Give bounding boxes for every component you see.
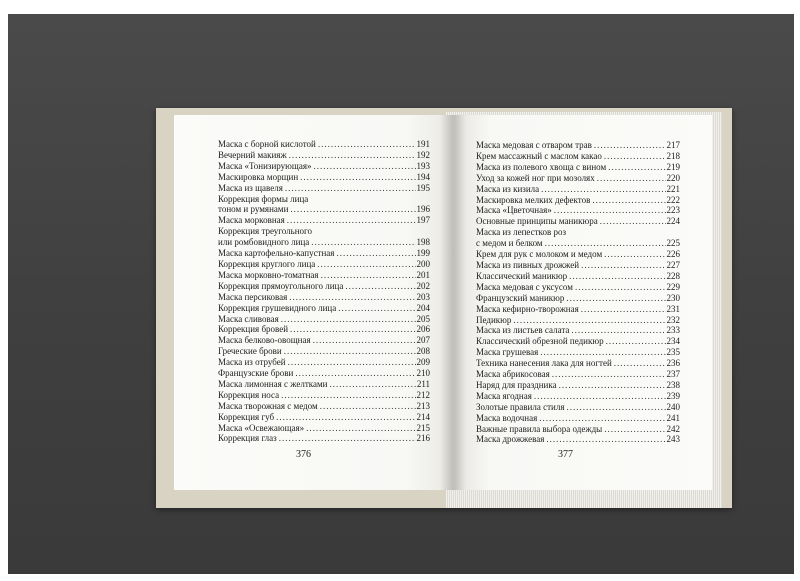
toc-entry-page: 235 [666,347,680,358]
toc-leader-dots [318,139,416,150]
toc-entry-page: 226 [666,249,680,260]
toc-leader-dots [284,346,416,357]
toc-entry-title: Маска морковно-томатная [218,269,319,280]
toc-entry-title: Техника нанесения лака для ногтей [476,358,612,369]
toc-entry-page: 207 [416,335,430,346]
toc-entry-title: Маска персиковая [218,291,288,302]
toc-leader-dots [290,204,415,215]
toc-entry-page: 213 [416,400,430,411]
toc-entry [476,238,680,249]
toc-entry-page: 195 [416,182,430,193]
toc-entry [476,184,680,195]
toc-entry-page: 208 [416,346,430,357]
toc-leader-dots [313,335,416,346]
toc-entry-title: Основные принципы маникюра [476,216,598,227]
toc-leader-dots [604,151,666,162]
page-number-left: 376 [296,449,311,460]
toc-entry-title: Маска дрожжевая [476,434,545,445]
toc-entry-page: 234 [666,336,680,347]
toc-entry [218,368,430,379]
toc-leader-dots [608,162,665,173]
toc-leader-dots [606,336,666,347]
toc-leader-dots [321,270,416,281]
toc-entry [218,194,430,205]
toc-entry-title: Маска кефирно-творожная [476,303,579,314]
toc-entry-page: 198 [416,237,430,248]
toc-leader-dots [592,195,665,206]
toc-leader-dots [597,173,666,184]
toc-entry-page: 220 [666,172,680,183]
toc-entry-title: Маска абрикосовая [476,369,550,380]
toc-entry [476,325,680,336]
toc-leader-dots [311,237,415,248]
book-gutter [440,115,466,490]
page-number-right: 377 [558,449,573,460]
toc-entry-title: Классический маникюр [476,270,568,281]
toc-entry-page: 214 [416,411,430,422]
toc-leader-dots [285,183,416,194]
toc-entry-title: Маска из кизила [476,183,540,194]
toc-entry [476,162,680,173]
toc-entry-title: Маска из щавеля [218,182,283,193]
toc-entry [476,369,680,380]
toc-leader-dots [289,150,416,161]
toc-entry [218,412,430,423]
toc-leader-dots [290,324,415,335]
toc-entry-title: Коррекция прямоугольного лица [218,280,344,291]
toc-leader-dots [571,325,665,336]
toc-entry-page: 215 [416,422,430,433]
toc-entry-title: с медом и белком [476,238,543,249]
toc-entry [476,282,680,293]
toc-entry [218,183,430,194]
toc-leader-dots [279,433,416,444]
toc-entry-page: 199 [416,248,430,259]
toc-entry-title: Наряд для праздника [476,379,557,390]
toc-entry-page: 221 [666,183,680,194]
toc-entry-page: 194 [416,171,430,182]
toc-entry [218,161,430,172]
toc-entry-title: Маска морковная [218,215,285,226]
table-of-contents-right [476,140,680,445]
toc-entry-title: Коррекция губ [218,411,275,422]
toc-entry [476,205,680,216]
toc-leader-dots [541,184,665,195]
toc-leader-dots [295,368,415,379]
toc-entry [218,401,430,412]
toc-entry [476,434,680,445]
toc-entry-title: Маска из пивных дрожжей [476,259,580,270]
toc-leader-dots [330,379,416,390]
toc-entry-title: Коррекция формы лица [218,193,309,204]
toc-entry [218,314,430,325]
toc-entry [218,303,430,314]
toc-entry-title: Маска картофельно-капустная [218,248,335,259]
toc-entry [218,150,430,161]
toc-entry-page: 223 [666,205,680,216]
toc-entry-title: Маскировка мелких дефектов [476,194,591,205]
toc-entry-page: 216 [416,433,430,444]
toc-entry-page: 222 [666,194,680,205]
toc-entry-page: 193 [416,160,430,171]
toc-entry [476,304,680,315]
toc-entry-page: 227 [666,259,680,270]
toc-entry [476,358,680,369]
toc-leader-dots [281,314,416,325]
toc-entry-title: Крем для рук с молоком и медом [476,249,603,260]
toc-leader-dots [513,315,665,326]
toc-entry-page: 206 [416,324,430,335]
toc-entry-page: 239 [666,390,680,401]
toc-entry-title: Коррекция носа [218,389,280,400]
toc-entry-title: Маска сливовая [218,313,279,324]
toc-entry [476,249,680,260]
toc-entry [218,248,430,259]
toc-entry-page: 217 [666,140,680,150]
toc-entry-title: Коррекция треугольного [218,226,312,237]
toc-entry-title: Маскировка морщин [218,171,299,182]
toc-entry [476,140,680,151]
toc-entry-title: Маска водочная [476,412,538,423]
toc-entry-page: 218 [666,150,680,161]
toc-leader-dots [594,140,666,151]
toc-leader-dots [320,401,416,412]
toc-entry-page: 233 [666,325,680,336]
toc-entry [218,172,430,183]
toc-entry-page: 236 [666,358,680,369]
toc-entry [476,413,680,424]
toc-entry-title: Маска с борной кислотой [218,139,316,149]
toc-entry-title: Маска из лепестков роз [476,227,567,238]
toc-entry-title: Маска из отрубей [218,357,286,368]
toc-entry-page: 242 [666,423,680,434]
toc-entry-page: 219 [666,161,680,172]
toc-entry [218,237,430,248]
toc-leader-dots [276,412,415,423]
toc-leader-dots [313,161,415,172]
toc-entry-page: 204 [416,302,430,313]
toc-entry-page: 238 [666,379,680,390]
toc-entry-page: 229 [666,281,680,292]
toc-entry-title: Важные правила выбора одежды [476,423,603,434]
toc-leader-dots [287,215,416,226]
toc-leader-dots [545,238,666,249]
toc-entry-title: Золотые правила стиля [476,401,565,412]
toc-entry-title: тоном и румянами [218,204,289,215]
toc-leader-dots [566,402,665,413]
toc-entry-title: или ромбовидного лица [218,237,310,248]
toc-entry-title: Маска «Цветочная» [476,205,552,216]
toc-entry [476,216,680,227]
toc-entry-page: 196 [416,204,430,215]
toc-entry [218,390,430,401]
toc-entry [218,139,430,150]
toc-entry-page: 201 [416,269,430,280]
toc-entry [476,402,680,413]
right-page [454,115,712,490]
toc-entry-page: 243 [666,434,680,445]
toc-entry [476,380,680,391]
toc-leader-dots [559,380,666,391]
toc-entry-page: 240 [666,401,680,412]
toc-entry-title: Коррекция глаз [218,433,277,444]
toc-entry-page: 209 [416,357,430,368]
toc-leader-dots [554,205,666,216]
toc-entry-page: 200 [416,258,430,269]
toc-entry-title: Коррекция бровей [218,324,289,335]
toc-entry [218,423,430,434]
toc-entry-title: Педикюр [476,314,512,325]
toc-leader-dots [540,347,665,358]
toc-entry [476,227,680,238]
toc-entry-title: Уход за кожей ног при мозолях [476,172,595,183]
toc-leader-dots [289,292,415,303]
toc-leader-dots [281,390,415,401]
toc-entry-page: 192 [416,149,430,160]
toc-entry-title: Крем массажный с маслом какао [476,150,602,161]
toc-leader-dots [336,248,415,259]
left-page [174,115,456,490]
toc-leader-dots [614,358,666,369]
toc-leader-dots [581,304,666,315]
toc-entry-title: Коррекция круглого лица [218,258,316,269]
toc-leader-dots [569,271,665,282]
toc-entry-page: 203 [416,291,430,302]
toc-leader-dots [552,369,666,380]
toc-entry-title: Классический обрезной педикюр [476,336,604,347]
toc-entry [218,292,430,303]
toc-entry-page: 205 [416,313,430,324]
toc-entry-title: Маска из листьев салата [476,325,570,336]
toc-entry-title: Французский маникюр [476,292,565,303]
toc-leader-dots [534,391,666,402]
table-of-contents-left [218,139,430,444]
toc-entry-page: 211 [416,378,430,389]
toc-entry [476,271,680,282]
toc-entry-page: 212 [416,389,430,400]
toc-leader-dots [604,424,665,435]
toc-entry-title: Маска творожная с медом [218,400,318,411]
toc-entry [476,293,680,304]
toc-entry-title: Вечерний макияж [218,149,287,160]
toc-leader-dots [288,357,416,368]
toc-entry-page: 241 [666,412,680,423]
toc-entry-title: Маска медовая с уксусом [476,281,573,292]
toc-entry-page: 191 [416,139,430,149]
toc-entry-title: Маска «Освежающая» [218,422,305,433]
toc-entry-title: Маска грушевая [476,347,539,358]
toc-entry [218,324,430,335]
toc-leader-dots [317,259,415,270]
toc-entry-page: 210 [416,368,430,379]
toc-leader-dots [539,413,665,424]
toc-entry-title: Французские брови [218,368,294,379]
toc-entry [218,433,430,444]
toc-entry-page: 230 [666,292,680,303]
toc-entry [218,215,430,226]
toc-entry-page: 197 [416,215,430,226]
toc-leader-dots [575,282,666,293]
toc-entry [476,173,680,184]
toc-entry [218,270,430,281]
toc-entry [218,379,430,390]
toc-leader-dots [338,303,415,314]
toc-entry [476,260,680,271]
toc-entry-page: 232 [666,314,680,325]
toc-entry-title: Маска белково-овощная [218,335,311,346]
toc-entry-title: Коррекция грушевидного лица [218,302,337,313]
toc-entry [476,424,680,435]
toc-leader-dots [581,260,665,271]
toc-entry-page: 202 [416,280,430,291]
toc-leader-dots [604,249,665,260]
toc-entry-title: Греческие брови [218,346,282,357]
toc-leader-dots [306,423,415,434]
toc-leader-dots [600,216,666,227]
toc-entry [476,315,680,326]
toc-entry [476,391,680,402]
toc-entry-title: Маска из полевого хвоща с вином [476,161,607,172]
toc-entry [476,347,680,358]
toc-entry [218,226,430,237]
toc-leader-dots [345,281,415,292]
toc-entry [476,336,680,347]
toc-entry-page: 237 [666,369,680,380]
toc-entry [218,346,430,357]
toc-entry [218,281,430,292]
toc-leader-dots [566,293,665,304]
toc-entry [218,204,430,215]
toc-entry [218,259,430,270]
toc-entry-page: 231 [666,303,680,314]
toc-entry [476,151,680,162]
toc-entry-title: Маска «Тонизирующая» [218,160,312,171]
toc-entry-title: Маска медовая с отваром трав [476,140,592,150]
toc-entry-title: Маска ягодная [476,390,532,401]
toc-leader-dots [546,434,665,445]
toc-entry-page: 225 [666,238,680,249]
toc-entry [218,357,430,368]
toc-entry-page: 224 [666,216,680,227]
toc-entry-page: 228 [666,270,680,281]
toc-entry-title: Маска лимонная с желтками [218,378,328,389]
toc-leader-dots [300,172,415,183]
toc-entry [218,335,430,346]
toc-entry [476,195,680,206]
